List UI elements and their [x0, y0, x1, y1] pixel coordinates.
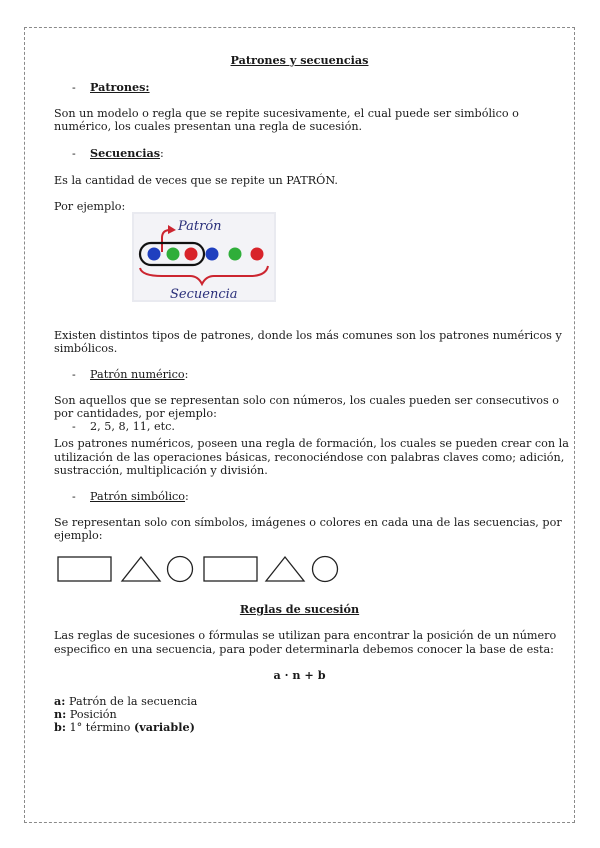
heading-simbolico-wrap: [90, 490, 189, 503]
formula: a · n + b: [273, 668, 326, 682]
definition-value: Posición: [69, 708, 117, 721]
bullet-dash: -: [72, 368, 76, 381]
numerico-text-line-1: Son aquellos que se representan solo con números, los cuales pueden ser consecutivos o: [54, 394, 559, 407]
definition-key: b:: [54, 720, 66, 734]
colored-dot: [206, 248, 219, 261]
pattern-sequence-illustration: [132, 212, 276, 302]
simbolico-text-line-2: ejemplo:: [54, 529, 103, 542]
heading-reglas: Reglas de sucesión: [239, 602, 360, 616]
numerico-text-line-2: por cantidades, por ejemplo:: [54, 407, 217, 420]
tipos-text-line-2: simbólicos.: [54, 342, 118, 355]
illustration-caption-top: Patrón: [178, 219, 222, 234]
definition-b: [54, 721, 195, 734]
heading-secuencias: Secuencias: [90, 146, 161, 160]
reglas-text-line-1: Las reglas de sucesiones o fórmulas se utilizan para encontrar la posición de un número: [54, 629, 557, 642]
definition-value: 1° término: [69, 721, 134, 734]
numerico-text2-line-1: Los patrones numéricos, poseen una regla de formación, los cuales se pueden crear con la: [54, 437, 569, 450]
heading-simbolico: Patrón simbólico: [90, 490, 186, 503]
patrones-text-line-1: Son un modelo o regla que se repite sucesivamente, el cual puede ser simbólico o: [54, 107, 519, 120]
heading-secuencias-wrap: [90, 147, 164, 160]
numerico-text2-line-2: utilización de las operaciones básicas, reconociéndose con palabras claves como; adición,: [54, 451, 565, 464]
bullet-dash: -: [72, 420, 76, 433]
numerico-example: 2, 5, 8, 11, etc.: [90, 420, 175, 433]
heading-colon: :: [160, 147, 164, 160]
bullet-dash: -: [72, 81, 76, 94]
colored-dot: [148, 248, 161, 261]
heading-colon: :: [184, 368, 189, 381]
heading-numerico-wrap: [90, 368, 188, 381]
heading-colon: :: [185, 490, 189, 503]
simbolico-text-line-1: Se representan solo con símbolos, imágenes o colores en cada una de las secuencias, por: [54, 516, 562, 529]
definition-a: [54, 695, 197, 708]
reglas-text-line-2: especifico en una secuencia, para poder determinarla debemos conocer la base de esta:: [54, 643, 554, 656]
example-label: Por ejemplo:: [54, 200, 126, 213]
numerico-text2-line-3: sustracción, multiplicación y división.: [54, 464, 268, 477]
colored-dot: [167, 248, 180, 261]
heading-patrones: Patrones:: [90, 80, 150, 94]
definition-value: Patrón de la secuencia: [68, 695, 198, 708]
bullet-dash: -: [72, 490, 76, 503]
heading-numerico: Patrón numérico: [90, 368, 185, 381]
definition-key: n:: [54, 707, 67, 721]
page-title: Patrones y secuencias: [230, 53, 369, 67]
tipos-text-line-1: Existen distintos tipos de patrones, donde los más comunes son los patrones numéricos y: [54, 329, 562, 342]
colored-dot: [251, 248, 264, 261]
secuencias-text: Es la cantidad de veces que se repite un PATRÓN.: [54, 174, 338, 187]
colored-dot: [229, 248, 242, 261]
definition-key: a:: [54, 694, 66, 708]
definition-extra: (variable): [133, 720, 195, 734]
colored-dot: [185, 248, 198, 261]
bullet-dash: -: [72, 147, 76, 160]
patrones-text-line-2: numérico, los cuales presentan una regla de sucesión.: [54, 120, 363, 133]
illustration-caption-bottom: Secuencia: [170, 287, 238, 302]
